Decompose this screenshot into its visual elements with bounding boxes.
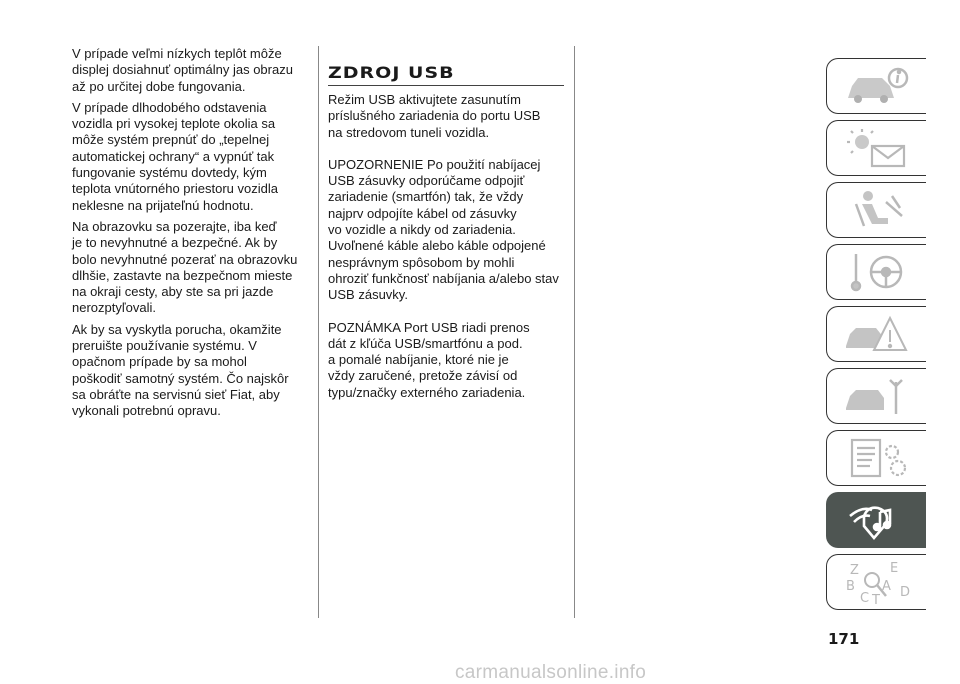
index-letter-e: E <box>889 561 898 576</box>
car-crash-warning-icon <box>842 312 912 356</box>
tab-maintenance[interactable] <box>826 368 926 424</box>
paragraph-thermal-protection: V prípade dlhodobého odstavenia vozidla pri vysokej teplote okolia sa môže systém prepnúť do „tepelnej automatickej ochrany“ a vypnúť tak fungovanie systému dovtedy, kým teplota vnútorného priestoru vozidla neklesne na prijateľnú hodnotu. <box>72 99 278 213</box>
seat-airbag-icon <box>842 188 912 232</box>
tab-multimedia[interactable] <box>826 492 926 548</box>
tab-technical-data[interactable] <box>826 430 926 486</box>
warning-lights-envelope-icon <box>842 126 912 170</box>
index-letter-d: D <box>899 585 910 600</box>
chapter-tabs <box>826 58 930 616</box>
tab-warning-lights[interactable] <box>826 120 926 176</box>
paragraph-malfunction: Ak by sa vyskytla porucha, okamžite preruište používanie systému. V opačnom prípade by sa mohol poškodiť samotný systém. Čo najskôr sa obráťte na servisnú sieť Fiat, aby vykonali potrebnú opravu. <box>72 321 289 419</box>
document-gears-icon <box>842 436 912 480</box>
index-letter-b: B <box>845 579 855 594</box>
column-divider <box>318 46 319 618</box>
index-letter-c: C <box>859 591 869 604</box>
paragraph-usb-mode: Režim USB aktivujtete zasunutím príslušného zariadenia do portu USB na stredovom tuneli vozidla. <box>328 92 541 140</box>
car-wrench-icon <box>842 374 912 418</box>
car-info-icon <box>842 64 912 108</box>
section-heading: ZDROJ USB <box>328 64 564 86</box>
paragraph-note: POZNÁMKA Port USB riadi prenos dát z kľúča USB/smartfónu a pod. a pomalé nabíjanie, ktoré nie je vždy zaručené, pretože závisí od typu/značky externého zariadenia. <box>328 319 530 400</box>
watermark: carmanualsonline.info <box>455 662 647 683</box>
multimedia-note-icon <box>842 498 912 542</box>
paragraph-warning: UPOZORNENIE Po použití nabíjacej USB zásuvky odporúčame odpojiť zariadenie (smartfón) tak, že vždy najprv odpojíte kábel od zásuvky vo vozidle a nikdy od zariadenia. Uvoľnené káble alebo káble odpojené nesprávnym spôsobom by mohli ohroziť funkčnosť nabíjania a/alebo stav USB zásuvky. <box>328 156 559 303</box>
page-number: 171 <box>828 630 860 648</box>
left-column <box>72 46 308 425</box>
paragraph-screen-safety: Na obrazovku sa pozerajte, iba keď je to nevyhnutné a bezpečné. Ak by bolo nevyhnutné pozerať na obrazovku dlhšie, zastavte na bezpečnom mieste na okraji cesty, aby ste sa pri jazde nerozptyľovali. <box>72 218 298 316</box>
key-steering-wheel-icon <box>842 250 912 294</box>
tab-index[interactable] <box>826 554 926 610</box>
column-divider-right <box>574 46 575 618</box>
tab-emergency[interactable] <box>826 306 926 362</box>
index-letters-icon <box>842 560 912 604</box>
tab-starting-driving[interactable] <box>826 244 926 300</box>
index-letter-a: A <box>881 579 891 594</box>
index-letter-z: Z <box>849 563 859 578</box>
paragraph-low-temperature: V prípade veľmi nízkych teplôt môže displej dosiahnuť optimálny jas obrazu až po určitej dobe fungovania. <box>72 46 293 94</box>
tab-car-info[interactable] <box>826 58 926 114</box>
tab-safety[interactable] <box>826 182 926 238</box>
right-column <box>328 46 564 417</box>
index-letter-t: T <box>871 593 880 604</box>
